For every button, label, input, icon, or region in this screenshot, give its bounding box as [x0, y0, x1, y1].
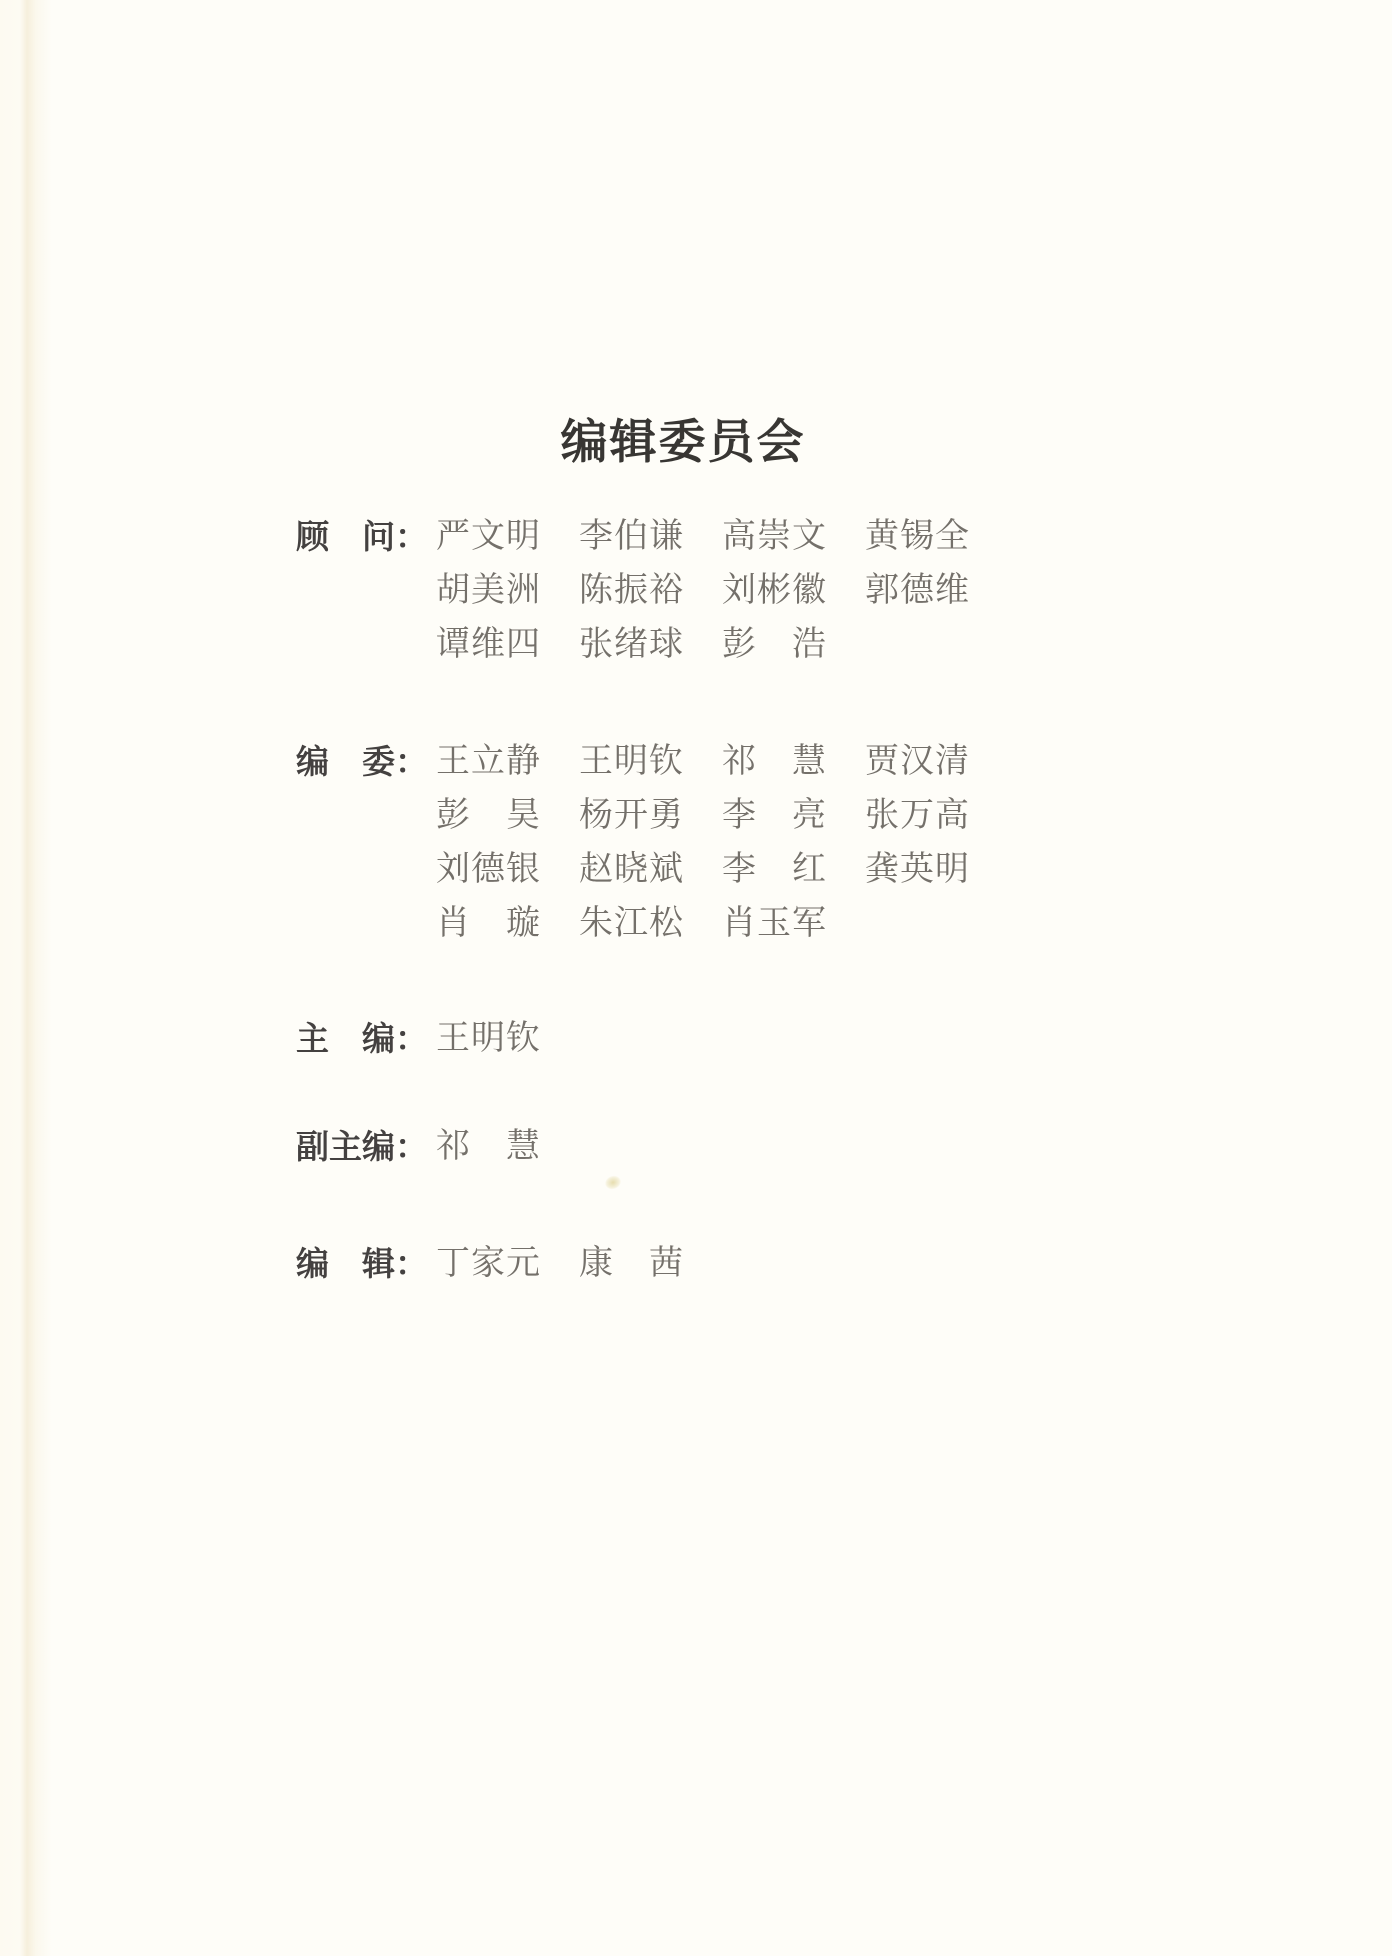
chief-editor-rows — [436, 1012, 579, 1066]
name-row — [436, 510, 1008, 564]
name-row — [436, 735, 1008, 789]
page-title: 编辑委员会 — [560, 417, 806, 470]
section-editorial-board — [296, 735, 1008, 951]
person-name: 赵晓斌 — [579, 851, 684, 888]
name-row — [436, 618, 1008, 672]
person-name: 贾汉清 — [865, 743, 970, 780]
person-name: 陈振裕 — [579, 572, 684, 609]
name-row — [436, 1237, 722, 1291]
editor-rows — [436, 1237, 722, 1291]
section-label-editors: 编 辑： — [296, 1245, 428, 1282]
person-name: 严文明 — [436, 518, 541, 555]
person-name: 王明钦 — [579, 743, 684, 780]
person-name: 胡美洲 — [436, 572, 541, 609]
scan-speck — [603, 1174, 622, 1192]
person-name: 康 茜 — [579, 1245, 684, 1282]
person-name: 郭德维 — [865, 572, 970, 609]
section-label-chief-editor: 主 编： — [296, 1020, 428, 1057]
person-name: 龚英明 — [865, 851, 970, 888]
name-row — [436, 1012, 579, 1066]
section-deputy-chief-editor — [296, 1120, 579, 1174]
section-chief-editor — [296, 1012, 579, 1066]
person-name: 肖 璇 — [436, 905, 541, 942]
person-name: 李 红 — [722, 851, 827, 888]
advisor-rows — [436, 510, 1008, 672]
person-name: 刘彬徽 — [722, 572, 827, 609]
person-name: 谭维四 — [436, 626, 541, 663]
person-name: 高崇文 — [722, 518, 827, 555]
name-row — [436, 1120, 579, 1174]
section-label-advisors: 顾 问： — [296, 518, 428, 555]
section-editors — [296, 1237, 722, 1291]
person-name: 王明钦 — [436, 1020, 541, 1057]
person-name: 张绪球 — [579, 626, 684, 663]
name-row — [436, 897, 1008, 951]
person-name: 肖玉军 — [722, 905, 827, 942]
person-name: 李伯谦 — [579, 518, 684, 555]
person-name: 祁 慧 — [436, 1128, 541, 1165]
person-name: 朱江松 — [579, 905, 684, 942]
section-label-deputy-chief-editor: 副主编： — [296, 1128, 428, 1165]
section-label-editorial-board: 编 委： — [296, 743, 428, 780]
name-row — [436, 843, 1008, 897]
person-name: 彭 昊 — [436, 797, 541, 834]
name-row — [436, 564, 1008, 618]
person-name: 刘德银 — [436, 851, 541, 888]
person-name: 王立静 — [436, 743, 541, 780]
name-row — [436, 789, 1008, 843]
person-name: 祁 慧 — [722, 743, 827, 780]
person-name: 李 亮 — [722, 797, 827, 834]
deputy-editor-rows — [436, 1120, 579, 1174]
person-name: 丁家元 — [436, 1245, 541, 1282]
person-name: 杨开勇 — [579, 797, 684, 834]
person-name: 彭 浩 — [722, 626, 827, 663]
section-advisors — [296, 510, 1008, 672]
board-rows — [436, 735, 1008, 951]
person-name: 张万高 — [865, 797, 970, 834]
person-name: 黄锡全 — [865, 518, 970, 555]
